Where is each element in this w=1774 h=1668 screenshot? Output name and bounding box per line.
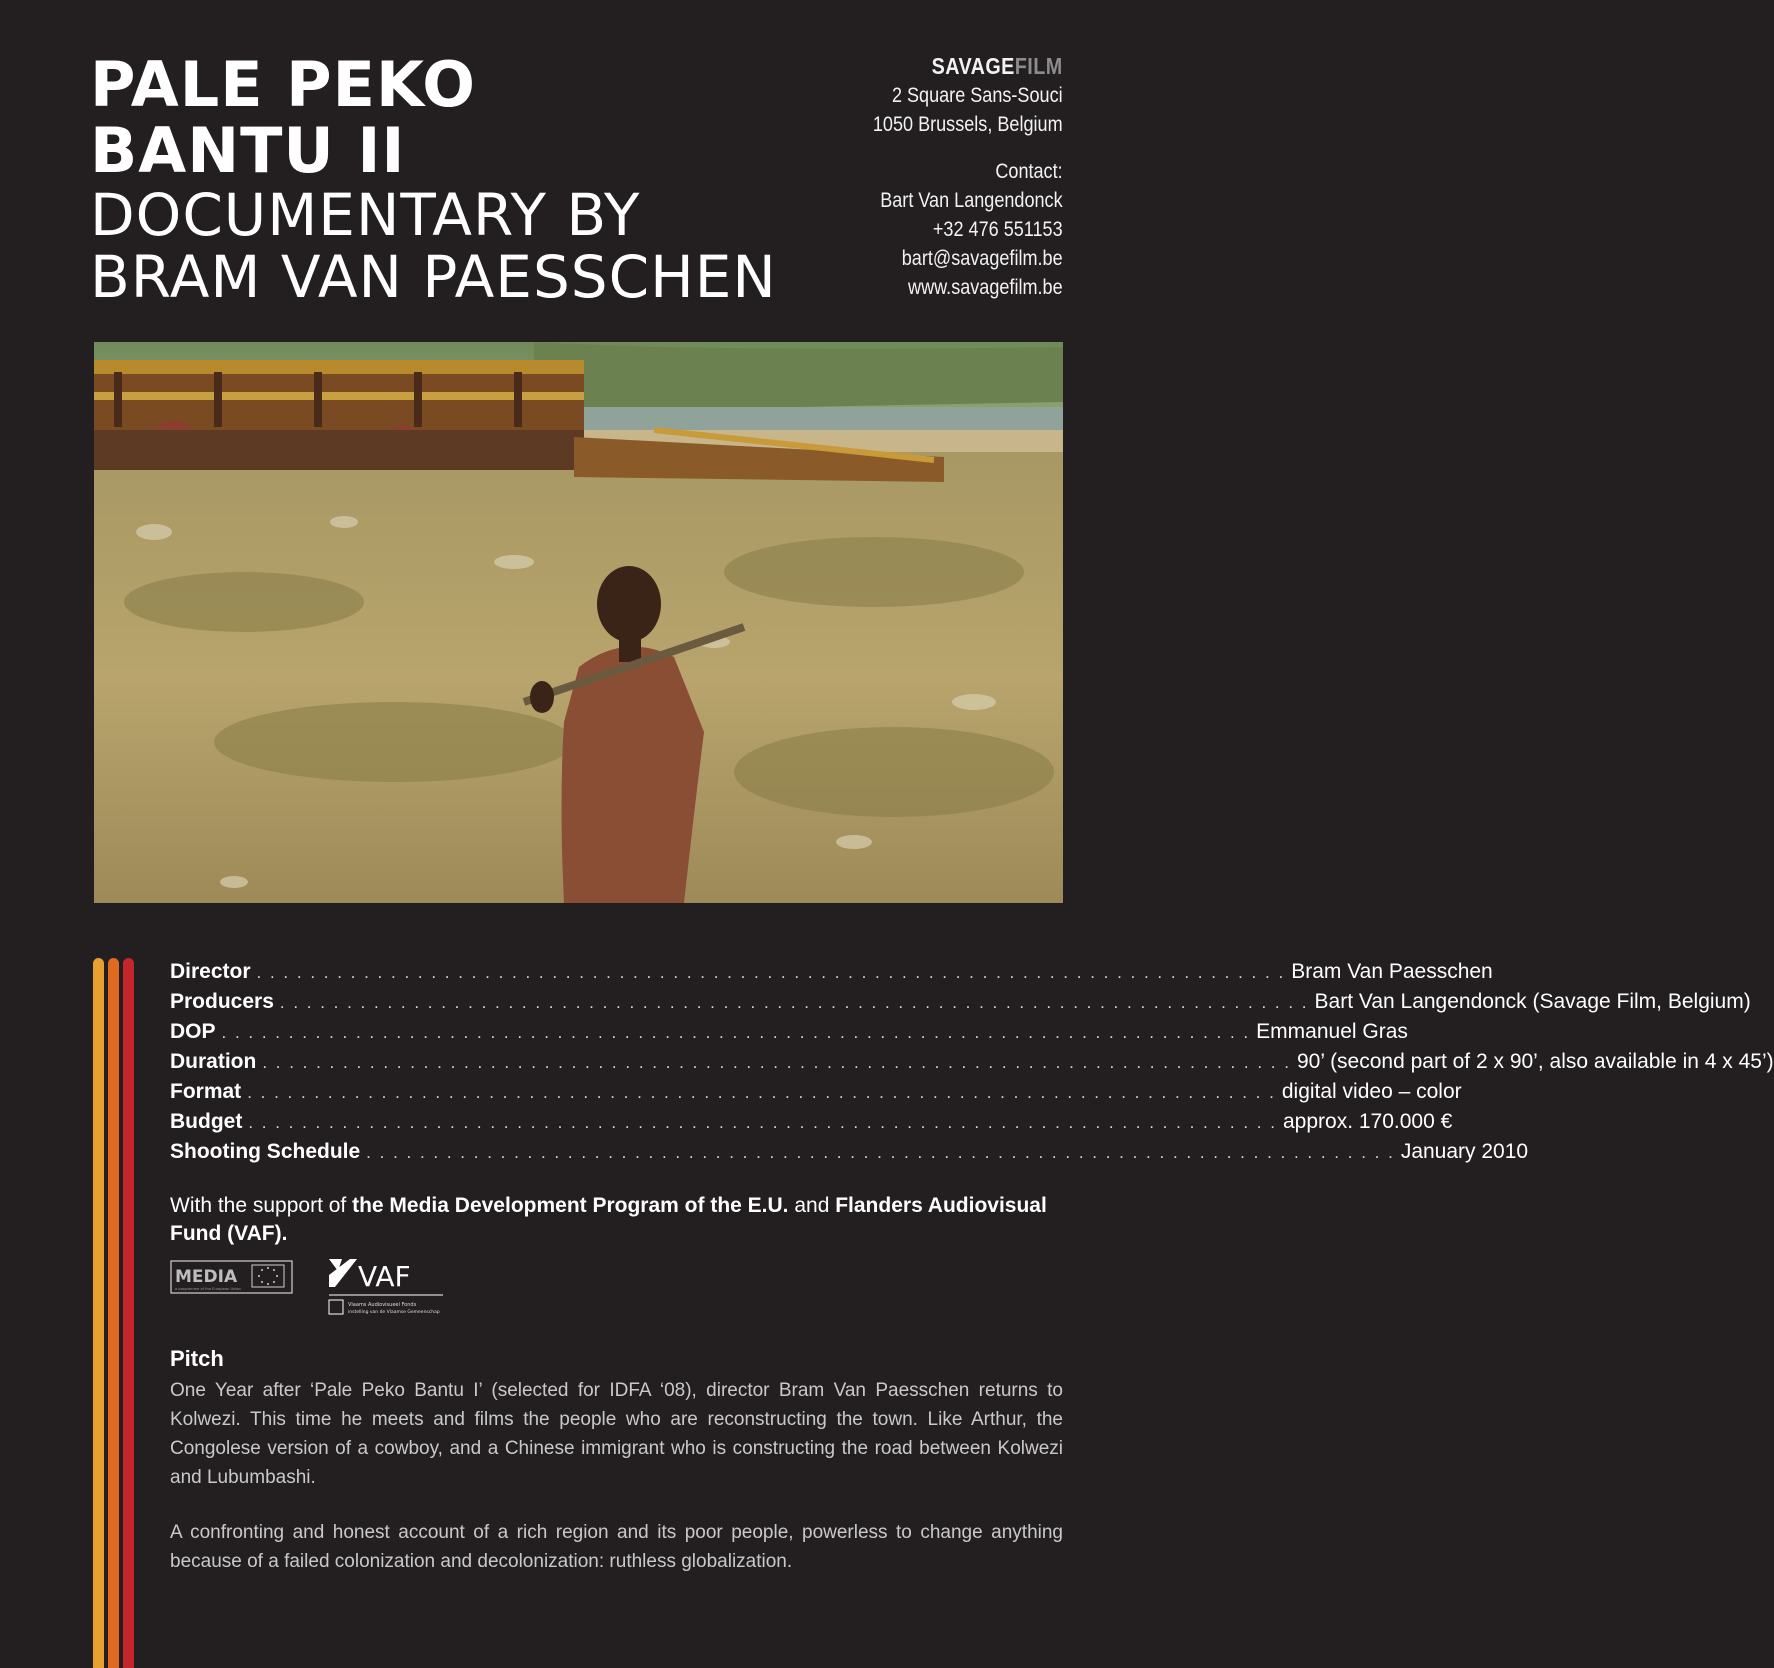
credit-row-dop: DOP . . . . . . . . . . . . . . . . . . . . . . . . . . . . . . . . . . . . . . . . . . . . . . . . . . . . . . . . . . . . . . . . . . . . . . . . . . . . . Emmanuel Gras xyxy=(170,1017,1063,1047)
contact-label: Contact: xyxy=(995,160,1063,183)
credit-value: January 2010 xyxy=(1400,1140,1529,1163)
contact-name: Bart Van Langendonck xyxy=(880,189,1063,212)
credit-label: DOP xyxy=(170,1020,216,1043)
vaf-logo-subtext-2: instelling van de Vlaamse Gemeenschap xyxy=(348,1310,440,1315)
pitch-heading: Pitch xyxy=(170,1346,224,1371)
media-logo-text: MEDIA xyxy=(175,1267,238,1287)
title-line-1: PALE PEKO xyxy=(90,48,476,121)
credits-list xyxy=(170,957,1774,1167)
decorative-stripe-yellow xyxy=(93,958,104,1668)
support-org-vaf: Flanders Audiovisual Fund (VAF). xyxy=(170,1194,1047,1245)
credit-label: Budget xyxy=(170,1110,243,1133)
credit-value: Emmanuel Gras xyxy=(1256,1020,1408,1043)
media-logo xyxy=(171,1261,292,1293)
contact-block xyxy=(873,52,1063,302)
media-logo-subtext: a programme of the European Union xyxy=(175,1287,241,1291)
credit-label: Format xyxy=(170,1080,242,1103)
credit-value: Bart Van Langendonck (Savage Film, Belgium) xyxy=(1314,990,1751,1013)
support-and: and xyxy=(788,1194,836,1217)
support-org-media: the Media Development Program of the E.U. xyxy=(352,1194,789,1217)
company-brand xyxy=(873,52,1063,81)
vaf-logo xyxy=(329,1259,443,1315)
credit-row-director: Director . . . . . . . . . . . . . . . . . . . . . . . . . . . . . . . . . . . . . . . . . . . . . . . . . . . . . . . . . . . . . . . . . . . . . . . . . . . . . Bram Van Paesschen xyxy=(170,957,1063,987)
credit-row-shooting-schedule: Shooting Schedule . . . . . . . . . . . . . . . . . . . . . . . . . . . . . . . . . . . . . . . . . . . . . . . . . . . . . . . . . . . . . . . . . . . . . . . . . . . . . January 2010 xyxy=(170,1137,1063,1167)
brand-part-2: FILM xyxy=(1015,53,1063,79)
subtitle-line-2: BRAM VAN PAESSCHEN xyxy=(90,243,777,311)
credit-value: 90’ (second part of 2 x 90’, also available in 4 x 45’) xyxy=(1296,1050,1774,1073)
address-line-1: 2 Square Sans-Souci xyxy=(892,84,1063,107)
vaf-logo-subtext-1: Vlaams Audiovisueel Fonds xyxy=(348,1302,417,1308)
credit-label: Director xyxy=(170,960,251,983)
contact-phone: +32 476 551153 xyxy=(933,218,1063,241)
support-prefix: With the support of xyxy=(170,1194,353,1217)
credit-label: Duration xyxy=(170,1050,257,1073)
subtitle-line-1: DOCUMENTARY BY xyxy=(90,181,641,249)
credit-value: approx. 170.000 € xyxy=(1282,1110,1453,1133)
contact-website[interactable]: www.savagefilm.be xyxy=(908,276,1063,299)
pitch-paragraph-2: A confronting and honest account of a rich region and its poor people, powerless to change anything because of a failed colonization and decolonization: ruthless globalization. xyxy=(170,1522,1063,1572)
film-still-photo xyxy=(94,342,1063,903)
title-block xyxy=(90,48,850,311)
pitch-section xyxy=(170,1346,1063,1602)
brand-part-1: SAVAGE xyxy=(931,53,1016,79)
credit-label: Producers xyxy=(170,990,274,1013)
credit-row-budget: Budget . . . . . . . . . . . . . . . . . . . . . . . . . . . . . . . . . . . . . . . . . . . . . . . . . . . . . . . . . . . . . . . . . . . . . . . . . . . . . approx. 170.000 € xyxy=(170,1107,1063,1137)
sponsor-logos xyxy=(170,1257,470,1317)
address-line-2: 1050 Brussels, Belgium xyxy=(873,113,1063,136)
decorative-stripe-red xyxy=(123,958,134,1668)
contact-email[interactable]: bart@savagefilm.be xyxy=(902,247,1063,270)
decorative-stripe-orange xyxy=(108,958,119,1668)
credit-row-producers: Producers . . . . . . . . . . . . . . . . . . . . . . . . . . . . . . . . . . . . . . . . . . . . . . . . . . . . . . . . . . . . . . . . . . . . . . . . . . . . . Bart Van Langendonck (Savage Film, Belgium) xyxy=(170,987,1063,1017)
support-line xyxy=(170,1192,1070,1248)
pitch-paragraph-1: One Year after ‘Pale Peko Bantu I’ (selected for IDFA ‘08), director Bram Van Paesschen returns to Kolwezi. This time he meets and films the people who are reconstructing the town. Like Arthur, the Congolese version of a cowboy, and a Chinese immigrant who is constructing the road between Kolwezi and Lubumbashi. xyxy=(170,1380,1063,1488)
credit-label: Shooting Schedule xyxy=(170,1140,361,1163)
title-line-2: BANTU II xyxy=(90,114,406,187)
vaf-logo-text: VAF xyxy=(358,1260,411,1293)
credit-row-duration: Duration . . . . . . . . . . . . . . . . . . . . . . . . . . . . . . . . . . . . . . . . . . . . . . . . . . . . . . . . . . . . . . . . . . . . . . . . . . . . . 90’ (second part of 2 x 90’, also available in 4 x 45’) xyxy=(170,1047,1063,1077)
credit-row-format: Format . . . . . . . . . . . . . . . . . . . . . . . . . . . . . . . . . . . . . . . . . . . . . . . . . . . . . . . . . . . . . . . . . . . . . . . . . . . . . digital video – color xyxy=(170,1077,1063,1107)
credit-value: digital video – color xyxy=(1281,1080,1462,1103)
credit-value: Bram Van Paesschen xyxy=(1291,960,1493,983)
